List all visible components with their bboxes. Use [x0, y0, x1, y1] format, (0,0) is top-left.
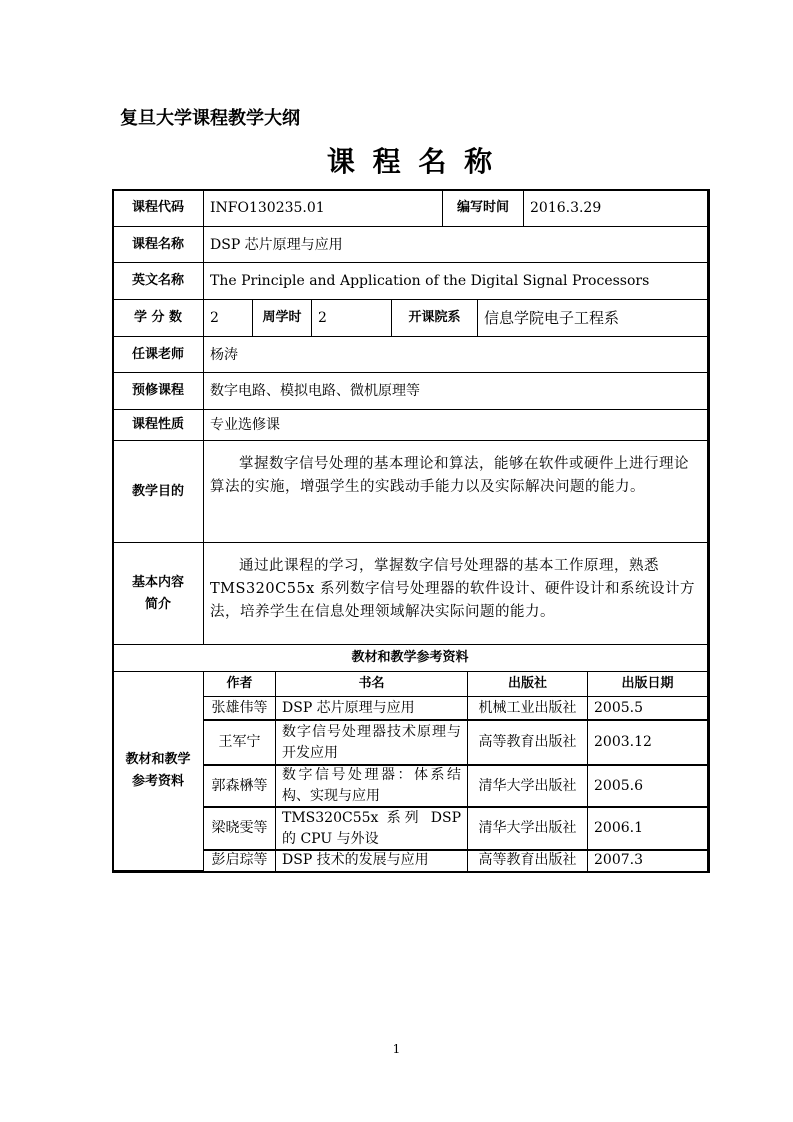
- ref-author: 梁晓雯等: [203, 806, 276, 851]
- nature-value: 专业选修课: [203, 409, 708, 441]
- credits-value: 2: [203, 299, 253, 337]
- hours-value: 2: [311, 299, 392, 337]
- ref-title: DSP 技术的发展与应用: [275, 849, 468, 872]
- prereq-value: 数字电路、模拟电路、微机原理等: [203, 372, 708, 410]
- prereq-label: 预修课程: [112, 372, 204, 410]
- course-code: INFO130235.01: [203, 189, 443, 227]
- ref-title: 数字信号处理器技术原理与开发应用: [275, 719, 468, 766]
- ref-publisher: 高等教育出版社: [467, 849, 588, 872]
- ref-publisher: 清华大学出版社: [467, 806, 588, 851]
- ref-date: 2007.3: [587, 849, 708, 872]
- date-value: 2016.3.29: [523, 189, 708, 227]
- dept-value: 信息学院电子工程系: [477, 299, 708, 337]
- ref-title: DSP 芯片原理与应用: [275, 696, 468, 721]
- ref-author: 王军宁: [203, 719, 276, 766]
- content-text: 通过此课程的学习，掌握数字信号处理器的基本工作原理，熟悉TMS320C55x 系列数字信号处理器的软件设计、硬件设计和系统设计方法，培养学生在信息处理领域解决实际问题的能力。: [203, 542, 708, 645]
- goal-label: 教学目的: [112, 440, 204, 543]
- en-name-label: 英文名称: [112, 262, 204, 300]
- ref-title: 数字信号处理器：体系结构、实现与应用: [275, 764, 468, 808]
- ref-date: 2003.12: [587, 719, 708, 766]
- ref-author: 张雄伟等: [203, 696, 276, 721]
- ref-date: 2005.6: [587, 764, 708, 808]
- ref-publisher: 机械工业出版社: [467, 696, 588, 721]
- ref-date: 2005.5: [587, 696, 708, 721]
- ref-publisher: 高等教育出版社: [467, 719, 588, 766]
- page-title: 课 程 名 称: [326, 145, 497, 178]
- refs-side-label: 教材和教学参考资料: [112, 671, 204, 871]
- date-label: 编写时间: [442, 189, 524, 227]
- content-label: 基本内容简介: [112, 542, 204, 645]
- dept-label: 开课院系: [391, 299, 478, 337]
- header-date: 出版日期: [587, 671, 708, 697]
- teacher-value: 杨涛: [203, 336, 708, 373]
- course-name: DSP 芯片原理与应用: [203, 226, 708, 263]
- page-number: 1: [392, 1042, 401, 1056]
- ref-publisher: 清华大学出版社: [467, 764, 588, 808]
- credits-label: 学 分 数: [112, 299, 204, 337]
- course-en-name: The Principle and Application of the Digital Signal Processors: [203, 262, 708, 300]
- header-author: 作者: [203, 671, 276, 697]
- ref-date: 2006.1: [587, 806, 708, 851]
- goal-text: 掌握数字信号处理的基本理论和算法，能够在软件或硬件上进行理论算法的实施，增强学生的实践动手能力以及实际解决问题的能力。: [203, 440, 708, 543]
- teacher-label: 任课老师: [112, 336, 204, 373]
- header-publisher: 出版社: [467, 671, 588, 697]
- university-title: 复旦大学课程教学大纲: [120, 108, 300, 129]
- ref-title: TMS320C55x 系列 DSP 的 CPU 与外设: [275, 806, 468, 851]
- refs-section-title: 教材和教学参考资料: [112, 644, 708, 672]
- ref-author: 郭森楙等: [203, 764, 276, 808]
- code-label: 课程代码: [112, 189, 204, 227]
- header-title: 书名: [275, 671, 468, 697]
- nature-label: 课程性质: [112, 409, 204, 441]
- name-label: 课程名称: [112, 226, 204, 263]
- hours-label: 周学时: [252, 299, 312, 337]
- ref-author: 彭启琮等: [203, 849, 276, 872]
